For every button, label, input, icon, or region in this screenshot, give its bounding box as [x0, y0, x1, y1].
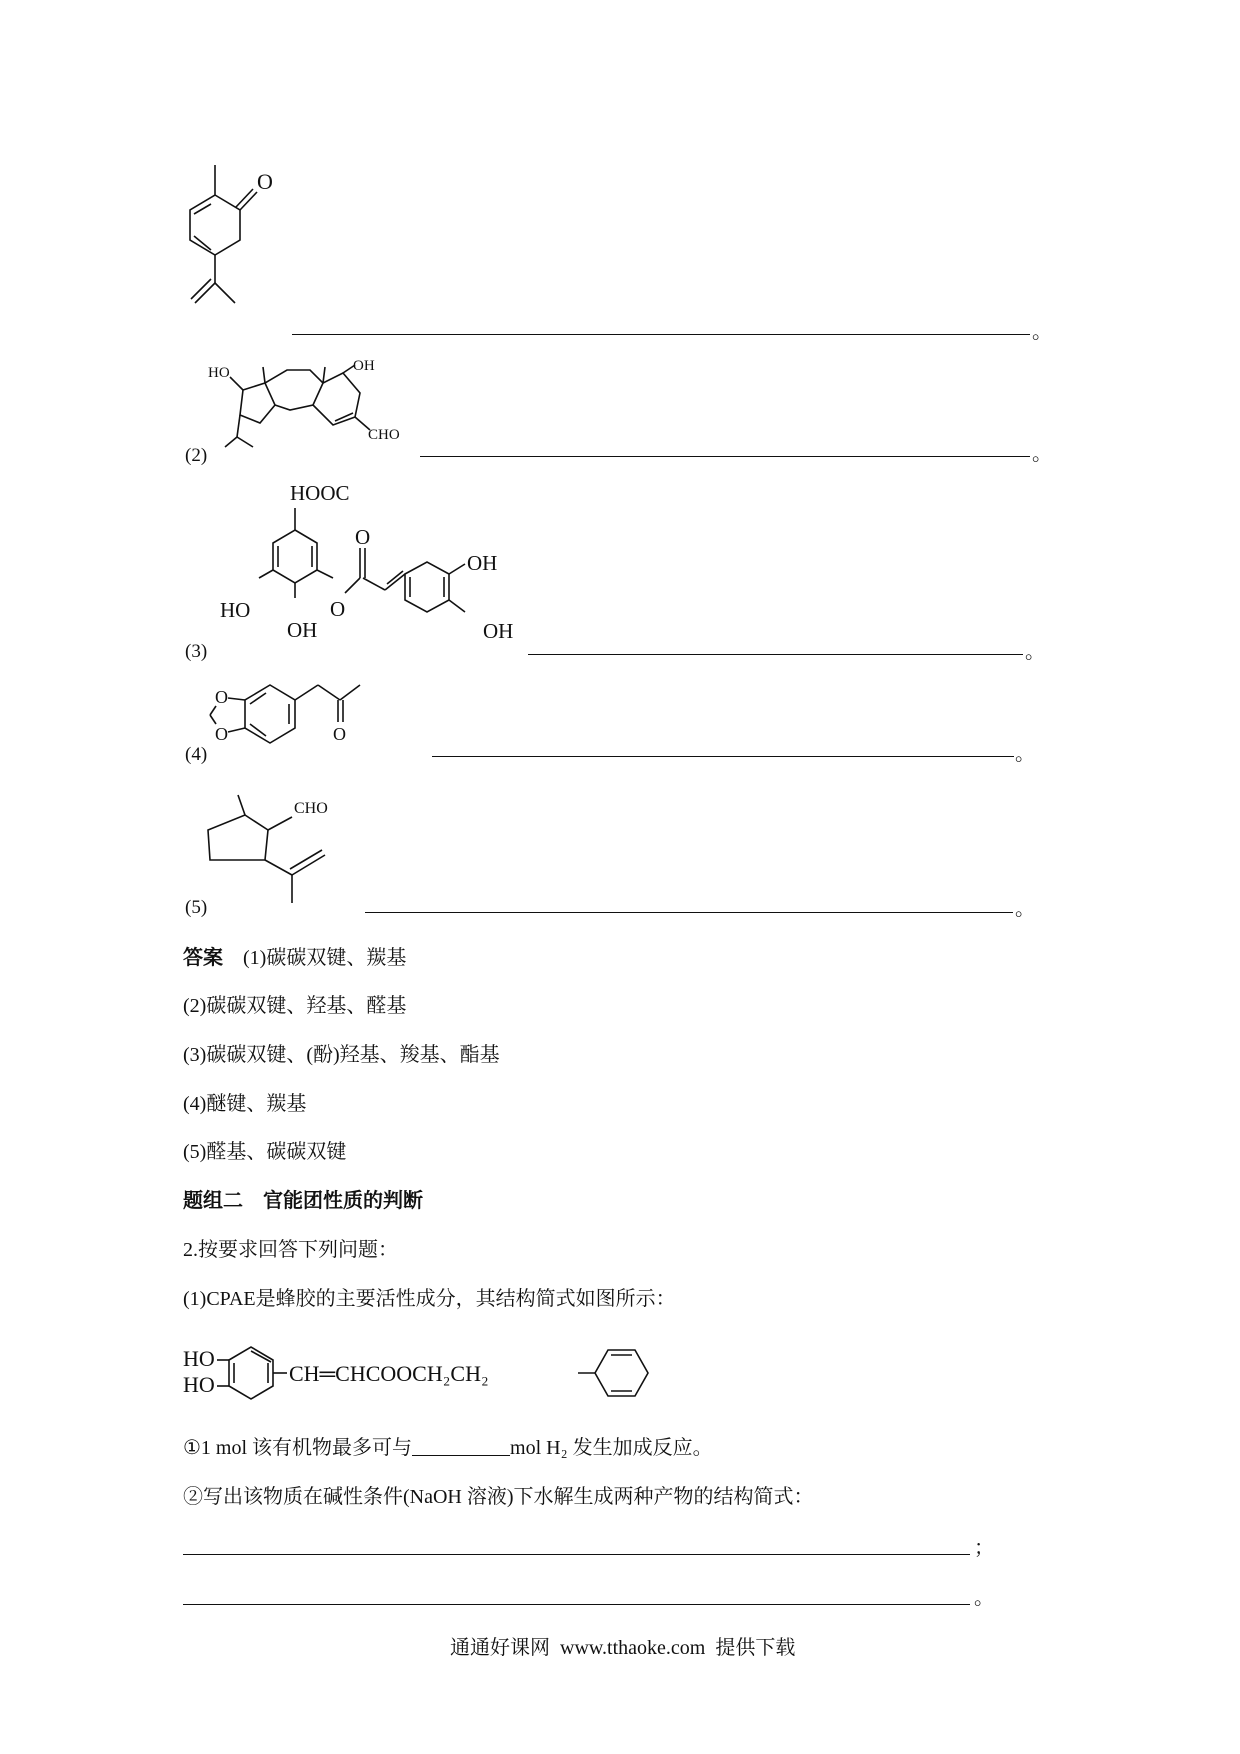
- sub-question-1: [183, 1436, 713, 1460]
- atom-o-ring-1: O: [215, 687, 228, 707]
- item-label-3: (3): [185, 641, 208, 662]
- cpae-structure: [183, 1330, 663, 1420]
- answer-1: (1)碳碳双键、羰基: [243, 947, 407, 969]
- atom-o: O: [257, 169, 273, 194]
- sub1-suffix: mol H₂ 发生加成反应。: [510, 1437, 713, 1459]
- section-title: 题组二 官能团性质的判断: [183, 1190, 423, 1212]
- structure-3: [215, 478, 535, 658]
- atom-oh-2: OH: [287, 618, 318, 642]
- atom-cho-5: CHO: [294, 800, 328, 817]
- atom-hooc: HOOC: [290, 481, 350, 505]
- h2-mol-blank[interactable]: [412, 1455, 510, 1456]
- sub1-prefix: ①1 mol 该有机物最多可与: [183, 1437, 413, 1459]
- structure-1: [175, 155, 295, 335]
- question-2: 2.按要求回答下列问题：: [183, 1239, 398, 1261]
- answer-blank-2[interactable]: [420, 456, 1030, 457]
- atom-o-ester: O: [330, 597, 346, 621]
- answer-blank-1[interactable]: [292, 334, 1030, 335]
- answer-3: (3)碳碳双键、(酚)羟基、羧基、酯基: [183, 1044, 500, 1066]
- cpae-ho-2: HO: [183, 1372, 215, 1397]
- end-mark-3: 。: [1025, 641, 1045, 663]
- footer-text: 通通好课网 www.tthaoke.com 提供下载: [450, 1637, 796, 1659]
- item-label-5: (5): [185, 897, 208, 918]
- atom-oh-3: OH: [467, 551, 498, 575]
- end-mark-4: 。: [1015, 743, 1035, 765]
- answer-blank-3[interactable]: [528, 654, 1023, 655]
- end-mark-1: 。: [1032, 321, 1052, 343]
- atom-ho-2: HO: [220, 598, 251, 622]
- product-blank-2[interactable]: [183, 1604, 970, 1605]
- structure-4: [200, 660, 430, 770]
- atom-o-ring-2: O: [215, 724, 228, 744]
- product-blank-1[interactable]: [183, 1554, 970, 1555]
- answer-blank-4[interactable]: [432, 756, 1014, 757]
- answer-2: (2)碳碳双键、羟基、醛基: [183, 995, 407, 1017]
- sub-question-2: ②写出该物质在碱性条件(NaOH 溶液)下水解生成两种产物的结构简式：: [183, 1486, 814, 1508]
- period-mark: 。: [974, 1587, 994, 1609]
- atom-cho: CHO: [368, 427, 400, 443]
- answer-line-1: [183, 946, 406, 970]
- answer-blank-5[interactable]: [365, 912, 1013, 913]
- atom-o-ketone: O: [333, 724, 346, 744]
- answer-heading: 答案: [183, 947, 223, 969]
- atom-oh: OH: [353, 358, 375, 374]
- answer-4: (4)醚键、羰基: [183, 1093, 307, 1115]
- semicolon-mark: ；: [974, 1537, 994, 1559]
- answer-5: (5)醛基、碳碳双键: [183, 1141, 347, 1163]
- question-2-1: (1)CPAE是蜂胶的主要活性成分，其结构简式如图所示：: [183, 1288, 676, 1310]
- structure-5: [200, 775, 360, 915]
- structure-2: [205, 355, 415, 465]
- cpae-chain: CH═CHCOOCH₂CH₂: [289, 1361, 489, 1386]
- item-label-4: (4): [185, 744, 208, 765]
- end-mark-2: 。: [1032, 443, 1052, 465]
- end-mark-5: 。: [1015, 898, 1035, 920]
- atom-o-carbonyl: O: [355, 525, 371, 549]
- item-label-2: (2): [185, 445, 208, 466]
- cpae-ho-1: HO: [183, 1346, 215, 1371]
- atom-oh-4: OH: [483, 619, 514, 643]
- atom-ho: HO: [208, 365, 230, 381]
